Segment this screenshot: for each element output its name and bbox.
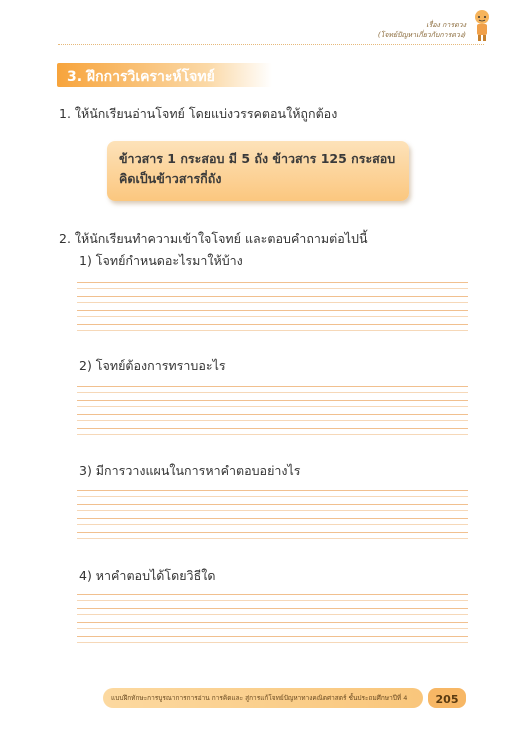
answer-lines-1[interactable] (77, 282, 468, 334)
question-2: 2. ให้นักเรียนทำความเข้าใจโจทย์ และตอบคำถามต่อไปนี้ (59, 231, 368, 246)
footer-bar (103, 688, 423, 708)
answer-lines-2[interactable] (77, 386, 468, 438)
answer-lines-3[interactable] (77, 490, 468, 542)
problem-line-1: ข้าวสาร 1 กระสอบ มี 5 ถัง ข้าวสาร 125 กระสอบ (119, 151, 396, 166)
sub-question-3: 3) มีการวางแผนในการหาคำตอบอย่างไร (79, 463, 301, 478)
chapter-header (378, 20, 466, 40)
problem-text (119, 149, 399, 189)
footer-text: แบบฝึกทักษะการบูรณาการการอ่าน การคิดและ สู่การแก้โจทย์ปัญหาทางคณิตศาสตร์ ชั้นประถมศึกษาปีที่ 4 (111, 694, 408, 702)
chapter-subtitle: (โจทย์ปัญหาเกี่ยวกับการตวง) (377, 31, 466, 39)
sub-question-1: 1) โจทย์กำหนดอะไรมาให้บ้าง (79, 253, 243, 268)
chapter-title: เรื่อง การตวง (426, 21, 466, 29)
answer-lines-4[interactable] (77, 594, 468, 646)
question-1: 1. ให้นักเรียนอ่านโจทย์ โดยแบ่งวรรคตอนให้ถูกต้อง (59, 106, 338, 121)
sub-question-4: 4) หาคำตอบได้โดยวิธีใด (79, 568, 216, 583)
header-divider (58, 44, 484, 45)
section-banner (57, 63, 272, 87)
sub-question-2: 2) โจทย์ต้องการทราบอะไร (79, 358, 226, 373)
page-number-box (428, 688, 466, 708)
mascot-illustration (470, 8, 494, 42)
section-title: 3. ฝึกการวิเคราะห์โจทย์ (67, 69, 215, 85)
problem-callout (107, 141, 409, 201)
page-number: 205 (435, 693, 459, 706)
problem-line-2: คิดเป็นข้าวสารกี่ถัง (119, 171, 222, 186)
